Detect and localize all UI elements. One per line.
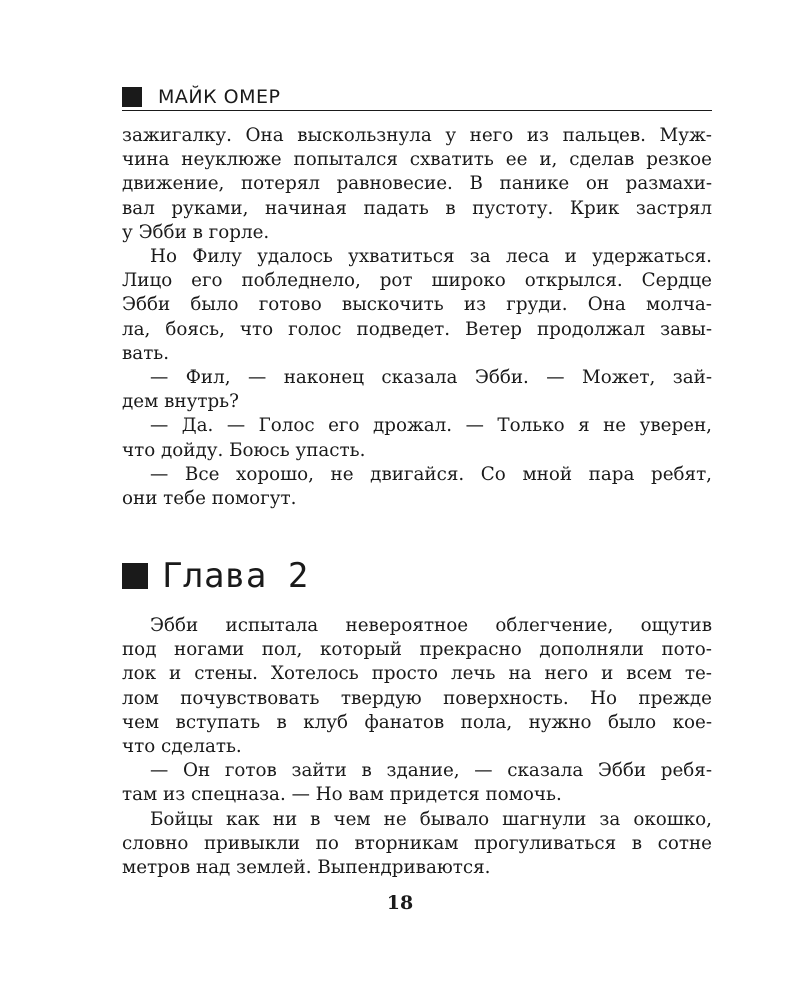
text-line: метров над землей. Выпендриваются. — [122, 857, 491, 879]
text-line: лом почувствовать твердую поверхность. Но прежде — [122, 687, 712, 709]
text-block-before-chapter — [122, 124, 712, 511]
text-line: зажигалку. Она выскользнула у него из пальцев. Муж- — [122, 125, 712, 146]
text-line: вал руками, начиная падать в пустоту. Крик застрял — [122, 197, 712, 219]
chapter-heading — [122, 554, 309, 598]
text-line: — Да. — Голос его дрожал. — Только я не уверен, — [150, 415, 712, 437]
header-square-icon — [122, 87, 142, 107]
chapter-square-icon — [122, 563, 148, 589]
text-line: словно привыкли по вторникам прогуливаться в сотне — [122, 832, 712, 854]
text-line: у Эбби в горле. — [122, 221, 270, 243]
text-line: движение, потерял равновесие. В панике он размахи- — [122, 173, 712, 195]
text-line: чина неуклюже попытался схватить ее и, сделав резкое — [122, 149, 712, 171]
text-line: там из спецназа. — Но вам придется помочь. — [122, 784, 562, 806]
chapter-title: Глава 2 — [162, 556, 309, 596]
text-line: Эбби было готово выскочить из груди. Она молча- — [122, 294, 712, 316]
text-line: — Все хорошо, не двигайся. Со мной пара ребят, — [150, 463, 712, 485]
text-line: Бойцы как ни в чем не бывало шагнули за окошко, — [150, 808, 712, 830]
page-number: 18 — [386, 892, 414, 914]
running-title: МАЙК ОМЕР — [158, 86, 281, 108]
text-line: что дойду. Боюсь упасть. — [122, 439, 366, 461]
text-block-chapter-2 — [122, 614, 712, 880]
text-line: чем вступать в клуб фанатов пола, нужно было кое- — [122, 711, 712, 733]
text-line: Эбби испытала невероятное облегчение, ощутив — [150, 615, 712, 636]
text-line: лок и стены. Хотелось просто лечь на него и всем те- — [122, 663, 712, 685]
text-line: дем внутрь? — [122, 391, 239, 413]
text-line: — Фил, — наконец сказала Эбби. — Может, зай- — [150, 367, 712, 389]
text-line: они тебе помогут. — [122, 488, 297, 510]
text-line: что сделать. — [122, 736, 242, 758]
text-line: вать. — [122, 342, 170, 364]
running-header — [122, 84, 712, 111]
text-line: Но Филу удалось ухватиться за леса и удержаться. — [150, 246, 712, 268]
text-line: — Он готов зайти в здание, — сказала Эбби ребя- — [150, 760, 712, 782]
text-line: под ногами пол, который прекрасно дополняли пото- — [122, 639, 712, 661]
text-line: Лицо его побледнело, рот широко открылся. Сердце — [122, 270, 712, 292]
text-line: ла, боясь, что голос подведет. Ветер продолжал завы- — [122, 318, 712, 340]
